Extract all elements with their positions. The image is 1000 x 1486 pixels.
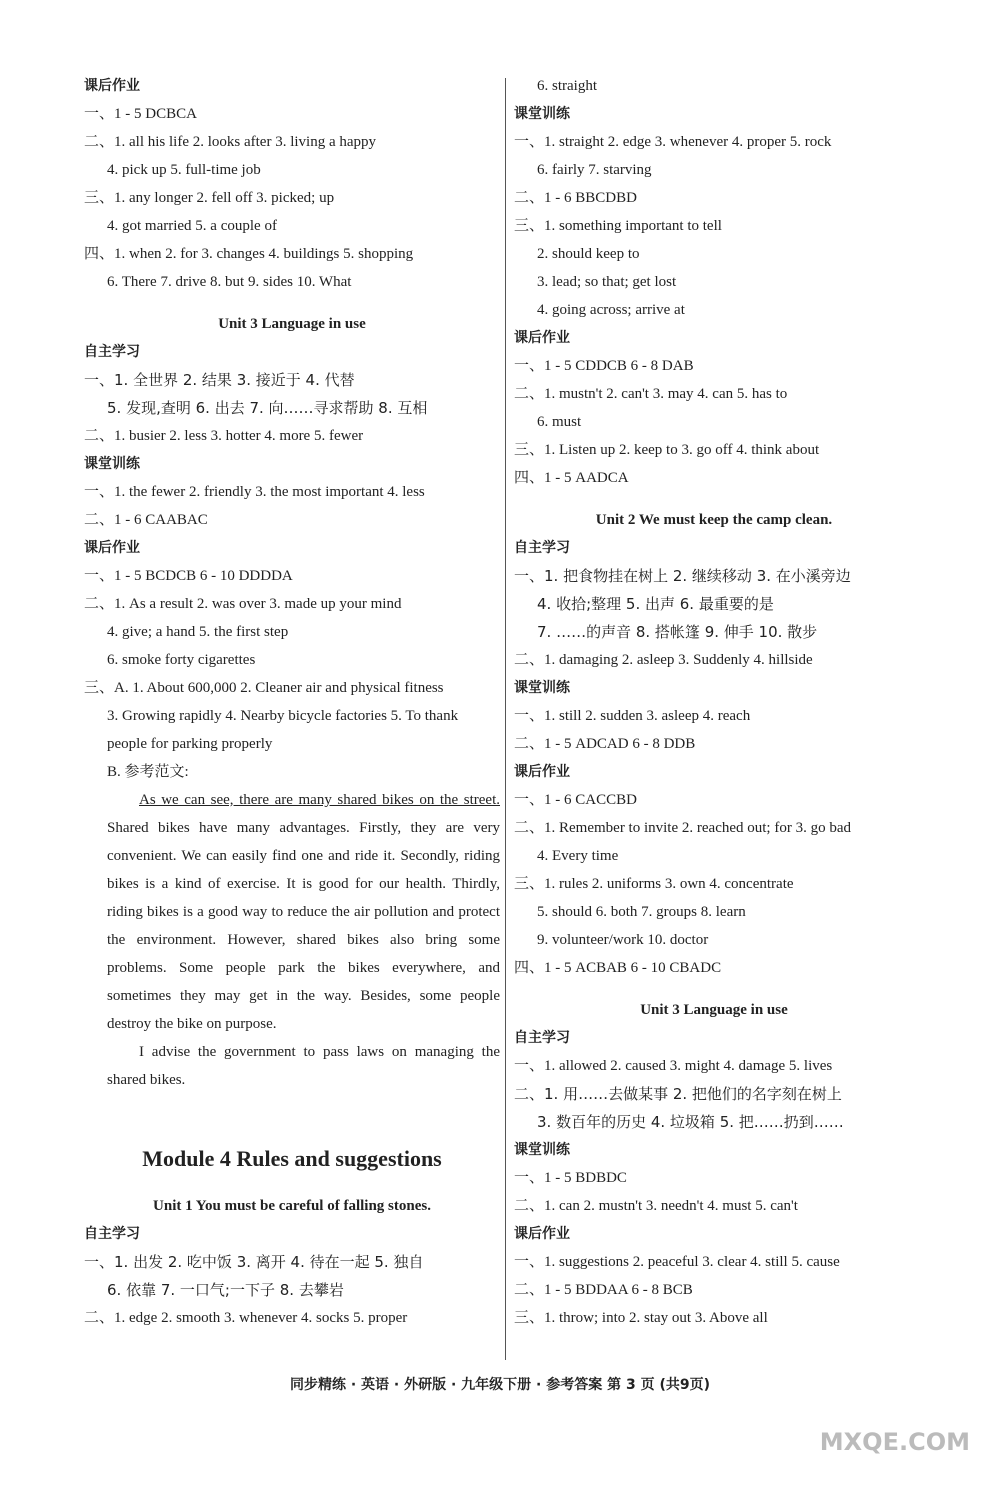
module-title: Module 4 Rules and suggestions	[142, 1146, 442, 1171]
answer-line: 6. There 7. drive 8. but 9. sides 10. What	[107, 274, 352, 290]
left-column	[84, 72, 500, 1332]
section-heading: 课堂训练	[514, 680, 570, 696]
answer-line: 三、1. Listen up 2. keep to 3. go off 4. think about	[514, 442, 820, 458]
answer-line: 一、1. straight 2. edge 3. whenever 4. proper 5. rock	[514, 134, 832, 150]
answer-line: 4. Every time	[537, 848, 619, 864]
essay-paragraph-1	[107, 786, 500, 1038]
answer-line: 一、1. 出发 2. 吃中饭 3. 离开 4. 待在一起 5. 独自	[84, 1253, 424, 1271]
section-heading: 课堂训练	[514, 106, 570, 122]
answer-line: 二、1. can 2. mustn't 3. needn't 4. must 5. can't	[514, 1198, 798, 1214]
answer-line: 2. should keep to	[537, 246, 640, 262]
unit-title: Unit 3 Language in use	[640, 1002, 788, 1018]
answer-line: 4. pick up 5. full-time job	[107, 162, 261, 178]
answer-line: 三、1. throw; into 2. stay out 3. Above all	[514, 1310, 768, 1326]
spacer	[84, 1094, 500, 1122]
answer-line: 5. 发现,查明 6. 出去 7. 向……寻求帮助 8. 互相	[107, 399, 428, 417]
answer-line: 二、1. 用……去做某事 2. 把他们的名字刻在树上	[514, 1085, 842, 1103]
answer-line: 6. straight	[537, 78, 597, 94]
section-heading: 课后作业	[84, 540, 140, 556]
section-heading: 自主学习	[514, 540, 570, 556]
answer-line: 二、1. mustn't 2. can't 3. may 4. can 5. has to	[514, 386, 788, 402]
unit-title: Unit 3 Language in use	[218, 316, 366, 332]
answer-line: B. 参考范文:	[107, 764, 189, 780]
answer-line: 二、1 - 5 BDDAA 6 - 8 BCB	[514, 1282, 693, 1298]
answer-line: 二、1 - 6 CAABAC	[84, 512, 208, 528]
section-heading: 课堂训练	[514, 1142, 570, 1158]
column-divider	[505, 78, 506, 1360]
answer-line: 6. fairly 7. starving	[537, 162, 652, 178]
answer-line: 二、1. all his life 2. looks after 3. living a happy	[84, 134, 377, 150]
answer-line: 6. smoke forty cigarettes	[107, 652, 256, 668]
answer-line: 7. ……的声音 8. 搭帐篷 9. 伸手 10. 散步	[537, 623, 818, 641]
answer-line: 一、1 - 5 DCBCA	[84, 106, 197, 122]
section-heading: 自主学习	[84, 1226, 140, 1242]
answer-line: 一、1. 全世界 2. 结果 3. 接近于 4. 代替	[84, 371, 355, 389]
answer-line: 一、1 - 6 CACCBD	[514, 792, 637, 808]
answer-line: 5. should 6. both 7. groups 8. learn	[537, 904, 746, 920]
answer-line: 二、1 - 6 BBCDBD	[514, 190, 637, 206]
answer-line: 二、1. Remember to invite 2. reached out; for 3. go bad	[514, 820, 851, 836]
page-footer: 同步精练 · 英语 · 外研版 · 九年级下册 · 参考答案 第 3 页 (共9页)	[289, 1377, 711, 1393]
section-heading: 自主学习	[514, 1030, 570, 1046]
answer-line: 三、A. 1. About 600,000 2. Cleaner air and physical fitness	[84, 680, 444, 696]
answer-line: people for parking properly	[107, 736, 273, 752]
answer-line: 4. give; a hand 5. the first step	[107, 624, 289, 640]
answer-line: 一、1. 把食物挂在树上 2. 继续移动 3. 在小溪旁边	[514, 567, 851, 585]
answer-line: 四、1 - 5 ACBAB 6 - 10 CBADC	[514, 960, 722, 976]
essay-paragraph-1-rest: Shared bikes have many advantages. Firstly, they are very convenient. We can easily find one and ride it. Secondly, riding bikes is a kind of exercise. It is good for our health. Thirdly, riding bikes is a good way to reduce the air pollution and protect the environment. However, shared bikes also bring some problems. Some people park the bikes everywhere, and sometimes they may get in the way. Besides, some people destroy the bike on purpose.	[107, 820, 500, 1032]
answer-line: 4. going across; arrive at	[537, 302, 685, 318]
section-heading: 课后作业	[84, 78, 140, 94]
answer-line: 一、1 - 5 BCDCB 6 - 10 DDDDA	[84, 568, 293, 584]
answer-line: 6. must	[537, 414, 582, 430]
right-column	[514, 72, 914, 1332]
answer-line: 4. got married 5. a couple of	[107, 218, 277, 234]
left-answer-lines-module4	[84, 1122, 500, 1332]
answer-line: 一、1. the fewer 2. friendly 3. the most important 4. less	[84, 484, 425, 500]
answer-line: 二、1. edge 2. smooth 3. whenever 4. socks 5. proper	[84, 1310, 408, 1326]
answer-line: 6. 依靠 7. 一口气;一下子 8. 去攀岩	[107, 1281, 344, 1299]
answer-line: 3. Growing rapidly 4. Nearby bicycle factories 5. To thank	[107, 708, 459, 724]
answer-line: 一、1. still 2. sudden 3. asleep 4. reach	[514, 708, 751, 724]
unit-title: Unit 1 You must be careful of falling stones.	[153, 1198, 431, 1214]
model-essay	[84, 786, 500, 1094]
watermark-logo: MXQE.COM	[819, 1428, 970, 1456]
unit-title: Unit 2 We must keep the camp clean.	[595, 512, 833, 528]
answer-line: 一、1. allowed 2. caused 3. might 4. damage 5. lives	[514, 1058, 833, 1074]
answer-line: 3. 数百年的历史 4. 垃圾箱 5. 把……扔到……	[537, 1113, 844, 1131]
answer-line: 一、1 - 5 CDDCB 6 - 8 DAB	[514, 358, 694, 374]
answer-line: 三、1. something important to tell	[514, 218, 722, 234]
answer-line: 二、1. busier 2. less 3. hotter 4. more 5. fewer	[84, 428, 364, 444]
answer-line: 一、1. suggestions 2. peaceful 3. clear 4. still 5. cause	[514, 1254, 840, 1270]
answer-line: 3. lead; so that; get lost	[537, 274, 677, 290]
section-heading: 课后作业	[514, 1226, 570, 1242]
right-answer-lines	[514, 72, 914, 1332]
section-heading: 课后作业	[514, 764, 570, 780]
answer-line: 9. volunteer/work 10. doctor	[537, 932, 709, 948]
answer-line: 三、1. rules 2. uniforms 3. own 4. concentrate	[514, 876, 794, 892]
answer-line: 二、1 - 5 ADCAD 6 - 8 DDB	[514, 736, 696, 752]
section-heading: 课后作业	[514, 330, 570, 346]
essay-underlined-sentence: As we can see, there are many shared bikes on the street.	[139, 792, 500, 808]
left-answer-lines	[84, 72, 500, 786]
answer-line: 四、1. when 2. for 3. changes 4. buildings 5. shopping	[84, 246, 414, 262]
answer-line: 二、1. damaging 2. asleep 3. Suddenly 4. hillside	[514, 652, 813, 668]
answer-line: 一、1 - 5 BDBDC	[514, 1170, 627, 1186]
answer-line: 三、1. any longer 2. fell off 3. picked; up	[84, 190, 335, 206]
answer-line: 四、1 - 5 AADCA	[514, 470, 629, 486]
section-heading: 自主学习	[84, 344, 140, 360]
answer-line: 4. 收拾;整理 5. 出声 6. 最重要的是	[537, 595, 774, 613]
answer-line: 二、1. As a result 2. was over 3. made up your mind	[84, 596, 402, 612]
essay-paragraph-2: I advise the government to pass laws on managing the shared bikes.	[107, 1044, 500, 1088]
section-heading: 课堂训练	[84, 456, 140, 472]
